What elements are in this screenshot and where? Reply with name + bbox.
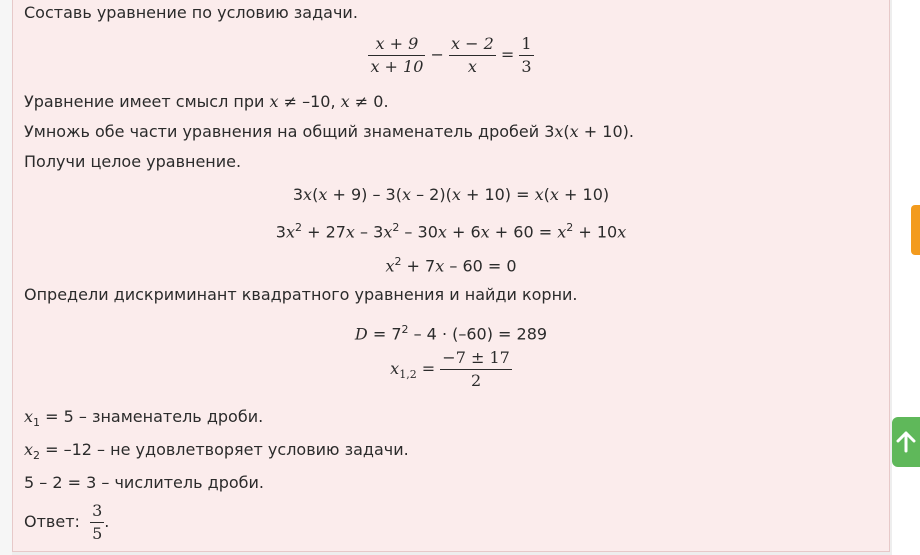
arrow-up-icon (896, 431, 916, 453)
discriminant-equation: $D = 7^2 - 4 \cdot (-60) = 289$ (354, 323, 548, 344)
answer-label: Ответ: (24, 512, 80, 531)
side-tab[interactable] (911, 205, 920, 255)
equation-line-1: 3x(x + 9) – 3(x – 2)(x + 10) = x(x + 10) (292, 185, 610, 204)
answer-fraction: $\frac{3}{5}$ (92, 501, 103, 543)
intro-text: Составь уравнение по условию задачи. (24, 3, 358, 22)
root-2-text: $x_2 = -12$ – не удовлетворяет условию задачи. (24, 440, 409, 463)
root-1-text: $x_1 = 5$ – знаменатель дроби. (24, 407, 264, 430)
equation-line-2: $3x^2 + 27x - 3x^2 - 30x + 6x + 60 = x^2 + 10x$ (275, 221, 627, 242)
discriminant-text: Определи дискриминант квадратного уравнения и найди корни. (24, 285, 578, 304)
scroll-up-button[interactable] (892, 417, 920, 467)
domain-text: Уравнение имеет смысл при x ≠ –10, x ≠ 0. (24, 92, 389, 111)
equation-line-3: $x^2 + 7x - 60 = 0$ (385, 255, 517, 276)
main-equation: $\frac{x + 9}{x + 10}$ − $\frac{x - 2}{x}$ = $\frac{1}{3}$ (370, 34, 532, 76)
whole-equation-text: Получи целое уравнение. (24, 152, 242, 171)
fraction-1: $\frac{x + 9}{x + 10}$ (370, 34, 424, 76)
fraction-2: $\frac{x - 2}{x}$ (451, 34, 494, 76)
roots-fraction: $\frac{-7 \pm 17}{2}$ (442, 348, 510, 390)
roots-formula: $x_{1,2}$ = $\frac{-7 \pm 17}{2}$ (390, 348, 510, 390)
right-gutter (892, 0, 920, 555)
page-left-strip (0, 0, 12, 555)
multiply-text: Умножь обе части уравнения на общий знаменатель дробей 3x(x + 10). (24, 122, 634, 141)
numerator-text: 5 – 2 = 3 – числитель дроби. (24, 473, 264, 492)
fraction-3: $\frac{1}{3}$ (521, 34, 532, 76)
answer-line: Ответ: $\frac{3}{5}$ . (24, 501, 110, 543)
